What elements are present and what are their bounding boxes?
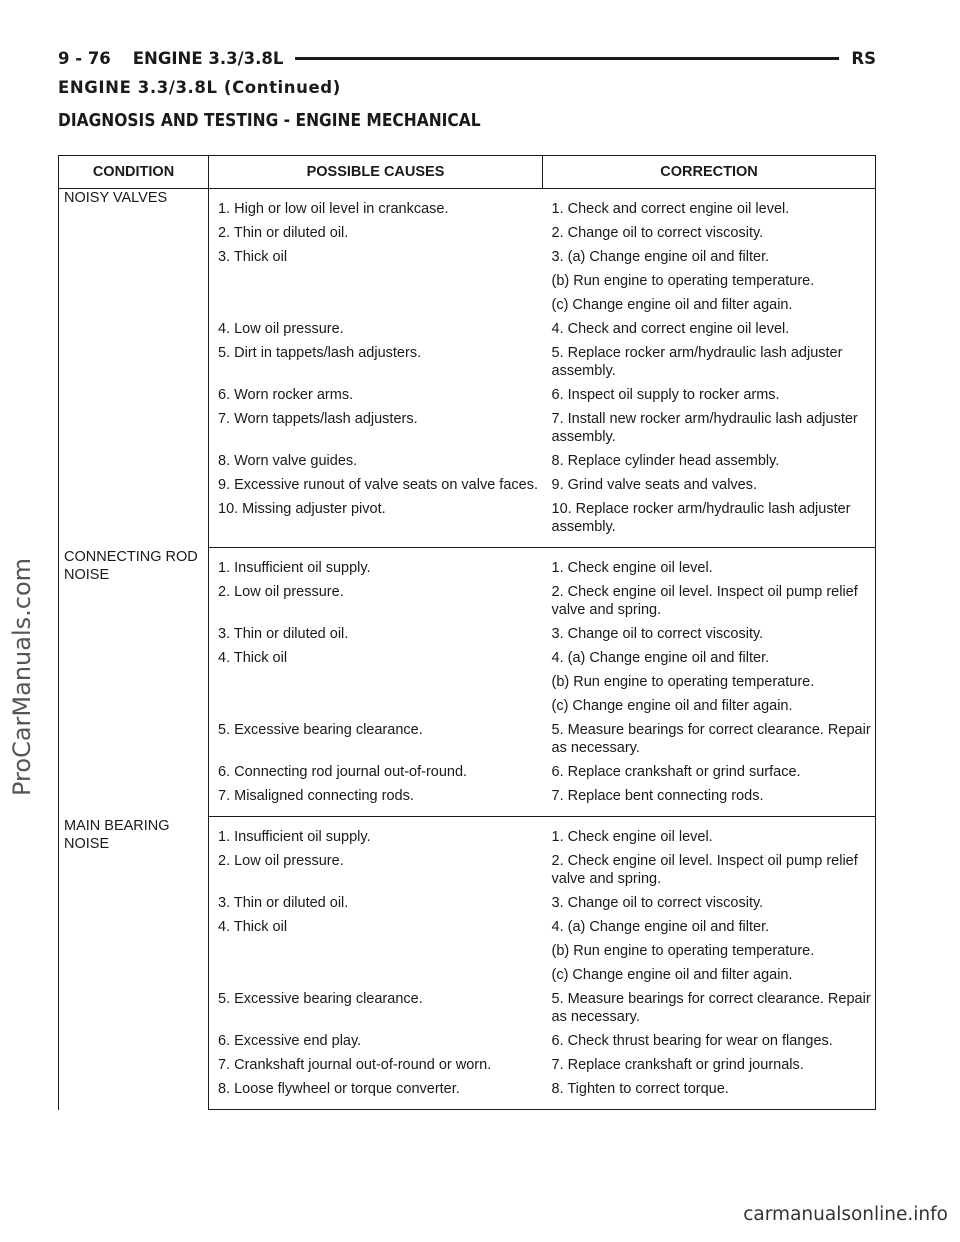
model-code: RS — [851, 48, 876, 68]
cause-cell: 2. Low oil pressure. — [218, 584, 344, 600]
cause-cell: 8. Loose flywheel or torque converter. — [209, 1080, 543, 1110]
cause-cell: 3. Thin or diluted oil. — [218, 626, 349, 642]
page-header — [58, 46, 876, 70]
cause-cell: 3. Thin or diluted oil. — [218, 895, 349, 911]
table-header-row — [59, 156, 876, 189]
correction-cell: 6. Check thrust bearing for wear on flanges. — [543, 1032, 876, 1056]
correction-cell: (c) Change engine oil and filter again. — [543, 296, 876, 320]
page-number: 9 - 76 — [58, 48, 111, 68]
correction-cell: 5. Measure bearings for correct clearance. Repair as necessary. — [543, 721, 876, 763]
correction-cell: 4. (a) Change engine oil and filter. — [543, 649, 876, 673]
cause-cell: 6. Connecting rod journal out-of-round. — [218, 764, 468, 780]
cause-cell: 8. Worn valve guides. — [218, 453, 358, 469]
correction-cell: 2. Change oil to correct viscosity. — [543, 224, 876, 248]
table-row — [59, 817, 876, 853]
page-title: DIAGNOSIS AND TESTING - ENGINE MECHANICAL — [58, 110, 481, 131]
cause-cell: 9. Excessive runout of valve seats on valve faces. — [218, 477, 538, 493]
correction-cell: (c) Change engine oil and filter again. — [543, 966, 876, 990]
correction-cell: 9. Grind valve seats and valves. — [543, 476, 876, 500]
diagnosis-table — [58, 155, 876, 1110]
footer-watermark: carmanualsonline.info — [743, 1204, 948, 1225]
table-row — [59, 189, 876, 225]
cause-cell: 4. Low oil pressure. — [218, 321, 344, 337]
cause-cell: 5. Excessive bearing clearance. — [218, 991, 423, 1007]
correction-cell: 3. Change oil to correct viscosity. — [543, 894, 876, 918]
table-body — [59, 189, 876, 1110]
correction-cell: (c) Change engine oil and filter again. — [543, 697, 876, 721]
correction-cell: 3. (a) Change engine oil and filter. — [543, 248, 876, 272]
cause-cell: 5. Excessive bearing clearance. — [218, 722, 423, 738]
correction-cell: (b) Run engine to operating temperature. — [543, 673, 876, 697]
correction-cell: 5. Replace rocker arm/hydraulic lash adjuster assembly. — [543, 344, 876, 386]
correction-cell: 7. Install new rocker arm/hydraulic lash adjuster assembly. — [543, 410, 876, 452]
correction-cell: 8. Replace cylinder head assembly. — [543, 452, 876, 476]
correction-cell: 7. Replace crankshaft or grind journals. — [543, 1056, 876, 1080]
condition-label: CONNECTING ROD NOISE — [64, 548, 198, 583]
correction-cell: 1. Check engine oil level. — [543, 548, 876, 584]
correction-cell: 5. Measure bearings for correct clearance. Repair as necessary. — [543, 990, 876, 1032]
cause-cell: 7. Misaligned connecting rods. — [209, 787, 543, 817]
correction-cell: 1. Check engine oil level. — [543, 817, 876, 853]
correction-cell: 10. Replace rocker arm/hydraulic lash adjuster assembly. — [543, 500, 876, 548]
section-name: ENGINE 3.3/3.8L — [132, 48, 284, 68]
correction-cell: 4. (a) Change engine oil and filter. — [543, 918, 876, 942]
condition-cell — [59, 817, 209, 1110]
cause-cell: 2. Low oil pressure. — [218, 853, 344, 869]
correction-cell: (b) Run engine to operating temperature. — [543, 942, 876, 966]
correction-cell: 7. Replace bent connecting rods. — [543, 787, 876, 817]
cause-cell — [209, 966, 543, 990]
cause-cell: 1. High or low oil level in crankcase. — [218, 201, 449, 217]
correction-cell: 8. Tighten to correct torque. — [543, 1080, 876, 1110]
cause-cell — [209, 296, 543, 320]
table-row — [59, 548, 876, 584]
cause-cell — [209, 673, 543, 697]
condition-label: MAIN BEARING NOISE — [64, 817, 170, 852]
correction-cell: 1. Check and correct engine oil level. — [543, 189, 876, 225]
cause-cell: 3. Thick oil — [218, 249, 288, 265]
correction-cell: 6. Replace crankshaft or grind surface. — [543, 763, 876, 787]
column-header-causes: POSSIBLE CAUSES — [209, 156, 543, 189]
column-header-condition: CONDITION — [59, 156, 209, 189]
cause-cell: 6. Worn rocker arms. — [218, 387, 354, 403]
cause-cell: 7. Crankshaft journal out-of-round or worn. — [218, 1057, 492, 1073]
correction-cell: 3. Change oil to correct viscosity. — [543, 625, 876, 649]
cause-cell: 2. Thin or diluted oil. — [218, 225, 349, 241]
condition-cell — [59, 189, 209, 548]
cause-cell — [209, 697, 543, 721]
column-header-correction: CORRECTION — [543, 156, 876, 189]
correction-cell: 2. Check engine oil level. Inspect oil pump relief valve and spring. — [543, 583, 876, 625]
correction-cell: 6. Inspect oil supply to rocker arms. — [543, 386, 876, 410]
cause-cell: 7. Worn tappets/lash adjusters. — [218, 411, 418, 427]
continued-heading: ENGINE 3.3/3.8L (Continued) — [58, 78, 341, 97]
cause-cell: 4. Thick oil — [218, 650, 288, 666]
correction-cell: 2. Check engine oil level. Inspect oil pump relief valve and spring. — [543, 852, 876, 894]
side-watermark: ProCarManuals.com — [8, 557, 36, 796]
header-rule — [295, 57, 839, 60]
correction-cell: (b) Run engine to operating temperature. — [543, 272, 876, 296]
cause-cell: 5. Dirt in tappets/lash adjusters. — [218, 345, 422, 361]
cause-cell: 4. Thick oil — [218, 919, 288, 935]
cause-cell: 6. Excessive end play. — [218, 1033, 362, 1049]
cause-cell — [209, 272, 543, 296]
cause-cell: 1. Insufficient oil supply. — [218, 829, 371, 845]
condition-cell — [59, 548, 209, 817]
correction-cell: 4. Check and correct engine oil level. — [543, 320, 876, 344]
condition-label: NOISY VALVES — [64, 190, 168, 206]
cause-cell — [209, 942, 543, 966]
cause-cell: 1. Insufficient oil supply. — [218, 560, 371, 576]
cause-cell: 10. Missing adjuster pivot. — [209, 500, 543, 548]
